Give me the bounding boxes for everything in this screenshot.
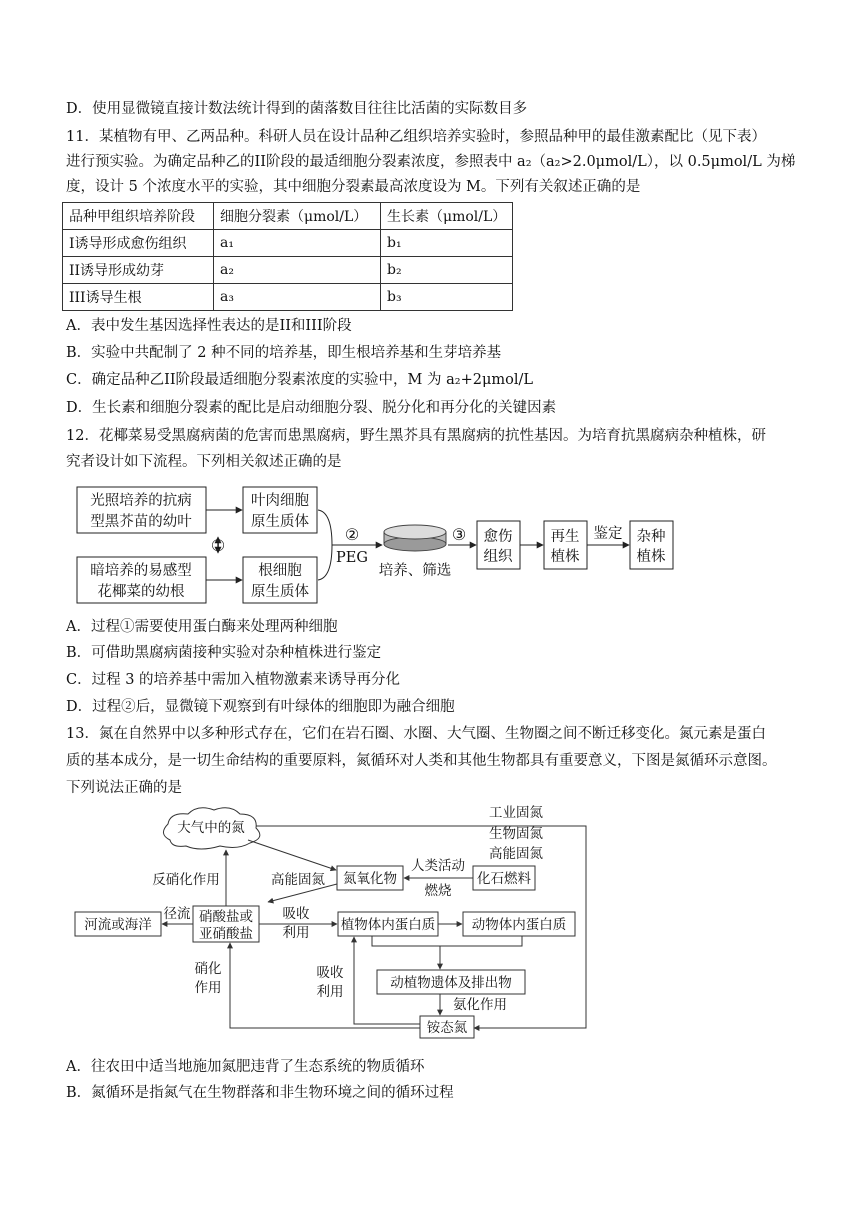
river-label: 河流或海洋 <box>84 917 152 933</box>
root-source-line2: 花椰菜的幼根 <box>97 584 185 600</box>
nitrify-line2: 作用 <box>194 980 222 996</box>
nitrate-line1: 硝酸盐或 <box>199 909 253 925</box>
regen-line2: 植株 <box>550 549 580 565</box>
table-cell: b₃ <box>381 284 513 311</box>
table-cell: a₃ <box>214 284 381 311</box>
absorb-line1: 吸收 <box>282 906 310 922</box>
hormone-table <box>62 202 513 311</box>
burn-label: 燃烧 <box>424 883 452 899</box>
table-cell: b₁ <box>381 230 513 257</box>
q12-option-b: B．可借助黑腐病菌接种实验对杂种植株进行鉴定 <box>66 645 382 661</box>
identify-label: 鉴定 <box>593 526 623 542</box>
dish-label: 培养、筛选 <box>378 563 452 579</box>
hybrid-line1: 杂种 <box>636 529 666 545</box>
q12-stem-line2: 究者设计如下流程。下列相关叙述正确的是 <box>66 454 342 470</box>
remains-label: 动植物遗体及排出物 <box>390 975 512 991</box>
table-header-cell: 生长素（μmol/L） <box>381 203 513 230</box>
q11-stem-line1: 11．某植物有甲、乙两品种。科研人员在设计品种乙组织培养实验时，参照品种甲的最佳激素配比（见下表） <box>66 129 766 145</box>
callus-line1: 愈伤 <box>483 529 513 545</box>
q11-option-a: A．表中发生基因选择性表达的是II和III阶段 <box>66 318 352 334</box>
table-cell: b₂ <box>381 257 513 284</box>
step3-label: ③ <box>451 525 467 544</box>
q10-option-d: D．使用显微镜直接计数法统计得到的菌落数目往往比活菌的实际数目多 <box>66 101 528 117</box>
hybrid-line2: 植株 <box>636 549 666 565</box>
plant-protein-label: 植物体内蛋白质 <box>340 917 436 933</box>
table-cell: a₂ <box>214 257 381 284</box>
nitrate-line2: 亚硝酸盐 <box>199 926 253 942</box>
fossil-label: 化石燃料 <box>477 871 531 887</box>
root-source-line1: 暗培养的易感型 <box>90 563 192 579</box>
table-cell: III诱导生根 <box>63 284 214 311</box>
q11-stem-line3: 度，设计 5 个浓度水平的实验，其中细胞分裂素最高浓度设为 M。下列有关叙述正确的是 <box>66 179 641 195</box>
q13-option-a: A．往农田中适当地施加氮肥违背了生态系统的物质循环 <box>66 1059 425 1075</box>
absorb2-line1: 吸收 <box>316 965 344 981</box>
q12-option-d: D．过程②后，显微镜下观察到有叶绿体的细胞即为融合细胞 <box>66 699 455 715</box>
callus-line2: 组织 <box>483 549 513 565</box>
peg-label: PEG <box>336 550 368 566</box>
nox-label: 氮氧化物 <box>343 871 397 887</box>
q11-option-b: B．实验中共配制了 2 种不同的培养基，即生根培养基和生芽培养基 <box>66 345 502 361</box>
atm-n-label: 大气中的氮 <box>177 820 245 836</box>
q11-option-c: C．确定品种乙II阶段最适细胞分裂素浓度的实验中，M 为 a₂+2μmol/L <box>66 372 533 388</box>
leaf-protoplast-line2: 原生质体 <box>251 514 309 530</box>
table-header-cell: 细胞分裂素（μmol/L） <box>214 203 381 230</box>
q12-flow-diagram <box>0 478 860 618</box>
nitrify-line1: 硝化 <box>194 961 222 977</box>
table-row <box>63 284 513 311</box>
table-cell: I诱导形成愈伤组织 <box>63 230 214 257</box>
q13-stem-line2: 质的基本成分，是一切生命结构的重要原料，氮循环对人类和其他生物都具有重要意义，下图是氮循环示意图。 <box>66 753 777 769</box>
denitrify-label: 反硝化作用 <box>152 872 220 888</box>
table-row <box>63 230 513 257</box>
absorb-line2: 利用 <box>282 925 310 941</box>
table-header-row <box>63 203 513 230</box>
root-protoplast-line2: 原生质体 <box>251 584 309 600</box>
q11-stem-line2: 进行预实验。为确定品种乙的II阶段的最适细胞分裂素浓度，参照表中 a₂（a₂>2.0μmol/L），以 0.5μmol/L 为梯 <box>66 154 796 170</box>
q12-option-a: A．过程①需要使用蛋白酶来处理两种细胞 <box>66 619 338 635</box>
runoff-label: 径流 <box>163 906 191 922</box>
ammonium-label: 铵态氮 <box>426 1020 468 1036</box>
fix-high-label: 高能固氮 <box>489 846 543 862</box>
table-cell: II诱导形成幼芽 <box>63 257 214 284</box>
step1-label: ① <box>210 536 226 555</box>
leaf-protoplast-line1: 叶肉细胞 <box>251 493 309 509</box>
leaf-source-line1: 光照培养的抗病 <box>90 493 192 509</box>
table-cell: a₁ <box>214 230 381 257</box>
step2-label: ② <box>344 525 360 544</box>
petri-dish-icon <box>384 525 446 551</box>
animal-protein-label: 动物体内蛋白质 <box>471 917 567 933</box>
table-row <box>63 257 513 284</box>
high-fix-label: 高能固氮 <box>271 872 325 888</box>
q13-stem-line1: 13．氮在自然界中以多种形式存在，它们在岩石圈、水圈、大气圈、生物圈之间不断迁移变化。氮元素是蛋白 <box>66 726 766 742</box>
fix-bio-label: 生物固氮 <box>489 826 543 842</box>
q12-option-c: C．过程 3 的培养基中需加入植物激素来诱导再分化 <box>66 672 401 688</box>
q12-stem-line1: 12．花椰菜易受黑腐病菌的危害而患黑腐病，野生黑芥具有黑腐病的抗性基因。为培育抗黑腐病杂种植株，研 <box>66 428 766 444</box>
q13-stem-line3: 下列说法正确的是 <box>66 780 182 796</box>
q11-option-d: D．生长素和细胞分裂素的配比是启动细胞分裂、脱分化和再分化的关键因素 <box>66 400 557 416</box>
root-protoplast-line1: 根细胞 <box>258 563 302 579</box>
ammonify-label: 氨化作用 <box>453 997 507 1013</box>
regen-line1: 再生 <box>550 529 580 545</box>
q13-nitrogen-cycle-diagram <box>0 800 860 1040</box>
absorb2-line2: 利用 <box>316 984 344 1000</box>
human-label: 人类活动 <box>411 858 465 874</box>
fix-industry-label: 工业固氮 <box>489 805 543 821</box>
leaf-source-line2: 型黑芥苗的幼叶 <box>90 514 192 530</box>
q13-option-b: B．氮循环是指氮气在生物群落和非生物环境之间的循环过程 <box>66 1085 454 1101</box>
table-header-cell: 品种甲组织培养阶段 <box>63 203 214 230</box>
